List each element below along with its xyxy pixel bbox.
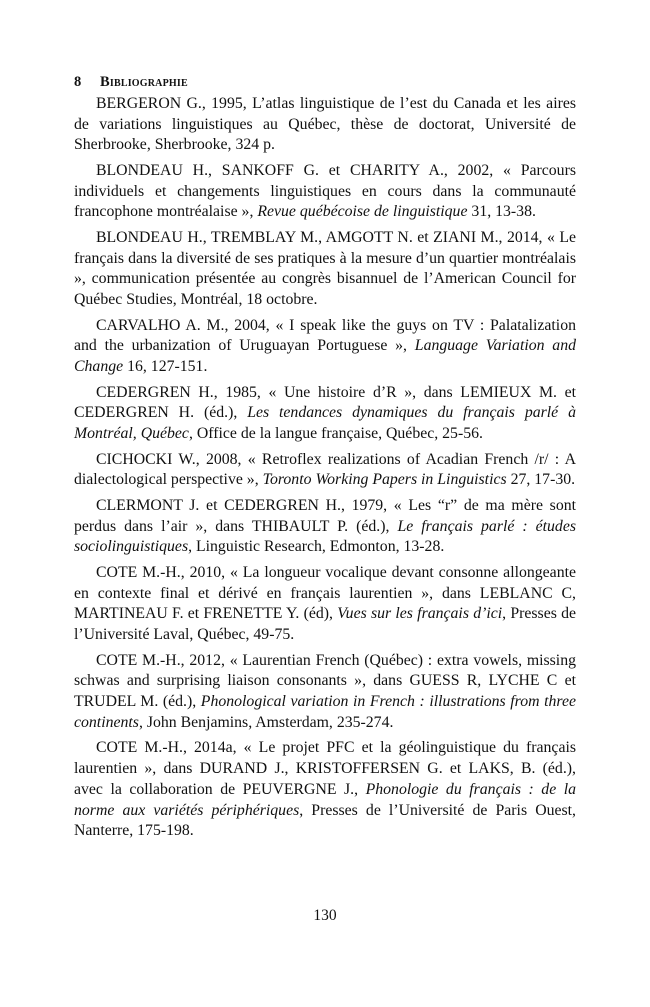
entry-text: BLONDEAU H., TREMBLAY M., AMGOTT N. et ZIANI M., 2014, « Le français dans la diversité de ses pratiques à la mesure d’un quartier montréalais », communication présentée au congrès bisannuel de l’American Council for Québec Studies, Montréal, 18 octobre. bbox=[74, 229, 576, 309]
bibliography-entry bbox=[74, 450, 576, 491]
entry-italic-title: Phonologie du français : de la norme aux variétés périphériques bbox=[74, 780, 577, 819]
entry-italic-title: Toronto Working Papers in Linguistics bbox=[262, 471, 507, 489]
entry-text: 16, 127-151. bbox=[123, 358, 208, 376]
entry-text: COTE M.-H., 2014a, « Le projet PFC et la géolinguistique du français laurentien », dans DURAND J., KRISTOFFERSEN G. et LAKS, B. (éd.), avec la collaboration de PEUVERGNE J., bbox=[74, 739, 576, 798]
entry-text: COTE M.-H., 2012, « Laurentian French (Québec) : extra vowels, missing schwas and surprising liaison consonants », dans GUESS R, LYCHE C et TRUDEL M. (éd.), bbox=[74, 651, 576, 711]
section-heading bbox=[74, 72, 576, 92]
page-number: 130 bbox=[313, 907, 337, 924]
entry-text: , Presses de l’Université de Paris Ouest, Nanterre, 175-198. bbox=[74, 801, 577, 840]
bibliography-entry bbox=[74, 496, 576, 558]
entry-text: 27, 17-30. bbox=[506, 471, 576, 489]
entry-italic-title: Language Variation and Change bbox=[74, 337, 576, 376]
entry-italic-title: Vues sur les français d’ici bbox=[337, 605, 503, 623]
entry-text: CICHOCKI W., 2008, « Retroflex realizations of Acadian French /r/ : A dialectological perspective », bbox=[74, 450, 576, 489]
entry-text: , John Benjamins, Amsterdam, 235-274. bbox=[138, 713, 394, 731]
bibliography-entry bbox=[74, 161, 576, 223]
entry-italic-title: Phonological variation in French : illustrations from three continents bbox=[74, 693, 576, 731]
entry-text: , Presses de l’Université Laval, Québec, 49-75. bbox=[74, 605, 576, 644]
bibliography-entry bbox=[74, 651, 576, 734]
bibliography-list bbox=[74, 94, 576, 842]
bibliography-entry bbox=[74, 738, 576, 842]
section-number: 8 bbox=[74, 74, 82, 90]
entry-text: CLERMONT J. et CEDERGREN H., 1979, « Les “r” de ma mère sont perdus dans l’air », dans THIBAULT P. (éd.), bbox=[74, 497, 576, 535]
page-body bbox=[74, 72, 576, 847]
bibliography-entry bbox=[74, 563, 576, 646]
entry-text: CEDERGREN H., 1985, « Une histoire d’R », dans LEMIEUX M. et CEDERGREN H. (éd.), bbox=[74, 383, 576, 422]
entry-italic-title: Revue québécoise de linguistique bbox=[257, 203, 468, 221]
entry-text: , Linguistic Research, Edmonton, 13-28. bbox=[188, 538, 445, 556]
bibliography-entry bbox=[74, 316, 576, 378]
section-title: Bibliographie bbox=[100, 74, 188, 90]
entry-text: , Office de la langue française, Québec, 25-56. bbox=[188, 425, 483, 443]
bibliography-entry bbox=[74, 228, 576, 311]
entry-text: 31, 13-38. bbox=[467, 203, 536, 221]
entry-italic-title: Les tendances dynamiques du français parlé à Montréal, Québec bbox=[74, 404, 576, 443]
bibliography-entry bbox=[74, 383, 576, 445]
entry-text: CARVALHO A. M., 2004, « I speak like the guys on TV : Palatalization and the urbanization of Uruguayan Portuguese », bbox=[74, 316, 576, 355]
bibliography-entry bbox=[74, 94, 576, 156]
entry-text: COTE M.-H., 2010, « La longueur vocalique devant consonne allongeante en contexte final et dérivé en français laurentien », dans LEBLANC C, MARTINEAU F. et FRENETTE Y. (éd), bbox=[74, 564, 576, 623]
entry-italic-title: Le français parlé : études sociolinguistiques bbox=[74, 517, 576, 556]
entry-text: BLONDEAU H., SANKOFF G. et CHARITY A., 2002, « Parcours individuels et changements linguistiques en cours dans la communauté francophone montréalaise », bbox=[74, 162, 576, 221]
entry-text: BERGERON G., 1995, L’atlas linguistique de l’est du Canada et les aires de variations linguistiques au Québec, thèse de doctorat, Université de Sherbrooke, Sherbrooke, 324 p. bbox=[74, 95, 576, 154]
